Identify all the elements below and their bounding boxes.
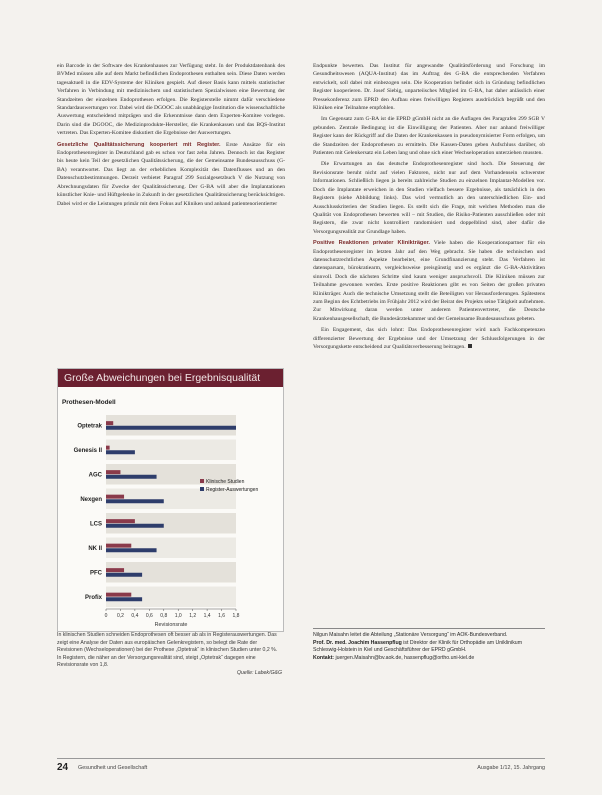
category-label: NK II	[88, 545, 102, 552]
footer-divider	[57, 758, 545, 759]
right-paragraph-5	[313, 326, 545, 351]
left-paragraph-1: ein Barcode in der Software des Krankenhauses zur Verfügung steht. In der Produktdatenbank des BVMed müssen alle auf dem Markt befindlichen Endoprothesen enthalten sein. Diese Daten werden tagesaktuell in die EDV-Systeme der Kliniken gespielt. Auf dieser Basis kann mittels statistischer Verfahren in Verbindung mit medizinischem und statistischem Spezialwissen eine Bewertung der Standzeiten der einzelnen Endoprothesen erfolgen. Die Registerstelle nimmt dafür verschiedene Standardauswertungen vor. Dabei wird die DGOOC als unabhängige Institution die wissenschaftliche Auswertung entscheidend mitprägen und die Erkenntnisse dann dem Experten-Komitee vorlegen. Darin sind die DGOOC, die Medizinprodukte-Hersteller, die Krankenkassen und das BQS-Institut vertreten. Das Experten-Komitee diskutiert die Ergebnisse der Auswertungen.	[57, 63, 285, 137]
bar-register	[106, 524, 164, 528]
x-tick-label: 1,8	[232, 613, 240, 619]
category-label: Genesis II	[73, 447, 102, 454]
legend-swatch	[200, 487, 204, 491]
right-paragraph-4-text: Viele haben die Kooperationspartner für ein Endoprothesenregister im letzten Jahr auf den Weg gebracht. Sie haben die technischen und datenschutzrechtlichen Aspekte bearbeitet, eine Grundfinanzierung steht. Das Verfahren ist datensparsam, bürokratiearm, vergleichsweise preisgünstig und es ergänzt die G-BA-Aktivitäten sinnvoll. Doch die nächsten Schritte sind kaum weniger anspruchsvoll. Die Kliniken müssen zur Teilnahme gewonnen werden. Erste positive Reaktionen gibt es von Seiten der großen privaten Klinikträger. Auch die technische Umsetzung stellt die Beteiligten vor Herausforderungen. Spätestens zum Beginn des Echtbetriebs im Frühjahr 2012 wird der Beirat des Projekts seine Tätigkeit aufnehmen. Zur Mitwirkung daran werden unter anderem Patientenvertreter, die Deutsche Krankenhausgesellschaft, die Bundesärztekammer und der Gemeinsame Bundesausschuss gebeten.	[313, 240, 546, 322]
right-paragraph-4	[313, 239, 545, 323]
bar-studies	[106, 470, 120, 474]
category-band	[106, 513, 236, 534]
right-column	[313, 62, 545, 354]
bar-register	[106, 499, 164, 503]
bar-studies	[106, 593, 131, 597]
x-tick-label: 0	[104, 613, 108, 619]
category-label: AGC	[88, 472, 102, 479]
left-paragraph-2-text: Erste Ansätze für ein Endoprothesenregister in Deutschland gab es schon vor fast zehn Jahren. Dennoch ist das Register bis heute kein Teil der gesetzlichen Qualitätssicherung, die der Gemeinsame Bundesausschuss (G-BA) verantwortet. Das liegt an der erheblichen Komplexität des Datenflusses und an den Datenschutzbestimmungen. Derzeit verbietet Paragraf 299 Sozialgesetzbuch V die Nutzung von Abrechnungsdaten für Zwecke der Qualitätssicherung. Der G-BA will aber die Implantationen künstlicher Knie- und Hüftgelenke in Zukunft in der gesetzlichen Qualitätssicherung berücksichtigen. Dabei wird er die Leistungen primär mit dem Fokus auf Kliniken und anhand patientenorientierter	[57, 141, 285, 207]
author-name: Prof. Dr. med. Joachim Hassenpflug	[313, 639, 402, 646]
category-label: PFC	[90, 570, 102, 577]
bar-studies	[106, 568, 124, 572]
x-tick-label: 0,2	[116, 613, 124, 619]
contact-label: Kontakt:	[313, 654, 335, 661]
chart-box	[57, 368, 284, 632]
category-band	[106, 440, 236, 461]
issue-info: Ausgabe 1/12, 15. Jahrgang	[477, 765, 545, 771]
left-subheading: Gesetzliche Qualitätssicherung kooperiert mit Register.	[57, 141, 221, 148]
bar-studies	[106, 495, 124, 499]
author-box	[313, 628, 545, 662]
bar-register	[106, 573, 142, 577]
author-line-2	[313, 640, 545, 655]
bar-studies	[106, 421, 113, 425]
x-tick-label: 0,4	[131, 613, 139, 619]
caption-text: In klinischen Studien schneiden Endoprothesen oft besser ab als in Registerauswertungen. Das zeigt eine Analyse der Daten aus europäischen Gelenkregistern, so belegt die Rate der Revisionen (Wechseloperationen) bei der Prothese „Optetrak“ in klinischen Studien unter 0,2 %. In Registern, die näher an der Versorgungsrealität sind, steigt „Optetrak“ dagegen eine Revisionsrate von 1,8.	[57, 632, 278, 669]
bar-register	[106, 597, 142, 601]
category-header: Prothesen-Modell	[62, 399, 116, 406]
right-paragraph-2: Im Gegensatz zum G-BA ist die EPRD gGmbH nicht an die Auflagen des Paragrafen 299 SGB V gebunden. Zentrale Bedingung ist die Einwilligung der Patienten. Aber nur anhand freiwilliger Register kann der Rückgriff auf die Daten der Krankenkassen in pseudonymisierter Form erfolgen, um die Standzeiten der Endoprothesen zu ermitteln. Die Kassen-Daten geben Aufschluss darüber, ob Patienten mit Gelenkersatz ein Leben lang und ohne sich einer Wechseloperation unterziehen mussten.	[313, 116, 545, 157]
right-paragraph-5-text: Ein Engagement, das sich lohnt: Das Endoprothesenregister wird nach Fachkompetenzen differenzierter Bewertung der Ergebnisse und der Umsetzung der Schlussfolgerungen in der Versorgungskette entscheidend zur Qualitätsverbesserung beitragen.	[313, 327, 545, 350]
category-band	[106, 587, 236, 608]
x-tick-label: 0,6	[145, 613, 153, 619]
x-tick-label: 1,0	[174, 613, 182, 619]
category-label: Nexgen	[80, 496, 102, 503]
bar-register	[106, 426, 236, 430]
category-label: Optetrak	[77, 423, 102, 430]
right-subheading: Positive Reaktionen privater Klinikträger.	[313, 240, 430, 247]
right-paragraph-1: Endpunkte bewerten. Das Institut für angewandte Qualitätsförderung und Forschung im Gesundheitswesen (AQUA-Institut) das im Auftrag des G-BA die entsprechenden Verfahren entwickelt, soll dabei mit einbezogen sein. Die Kooperation befindet sich in Gründung befindlichen Register kooperieren. Dr. Josef Siebig, unparteiisches Mitglied im G-BA, hat daher anlässlich einer Pressekonferenz zum EPRD den Aufbau eines freiwilligen Registers ausdrücklich begrüßt und den Kliniken eine Teilnahme empfohlen.	[313, 63, 545, 112]
x-tick-label: 1,6	[218, 613, 226, 619]
contact-emails: juergen.Maisahn@bv.aok.de, hassenpflug@ortho.uni-kiel.de	[334, 654, 475, 661]
category-band	[106, 562, 236, 583]
category-label: Profix	[84, 594, 102, 601]
legend-swatch	[200, 479, 204, 483]
author-line-2-text: ist Direktor der Klinik für Orthopädie am Uniklinikum Schleswig-Holstein in Kiel und Geschäftsführer der EPRD gGmbH.	[313, 639, 523, 654]
x-tick-label: 0,8	[160, 613, 168, 619]
magazine-name: Gesundheit und Gesellschaft	[78, 765, 148, 771]
bar-register	[106, 450, 135, 454]
right-paragraph-3: Die Erwartungen an das deutsche Endoprothesenregister sind hoch. Die Steuerung der Revisionsrate beruht nicht auf vielen Faktoren, nicht nur auf dem Vorhandensein schwerster Informationen. Schließlich liegen ja bereits zahlreiche Studien zu einzelnen Implantat-Modellen vor. Doch die Implantate erweichen in den Studien vielfach bessere Ergebnisse, als tatsächlich in den Registern (siehe Abbildung links). Das wird vermutlich an den unterschiedlichen Ein- und Ausschlusskriterien der Studien liegen. Es stellt sich die Frage, mit welchen Methoden man die Qualität von Endoprothesen bewerten will – mit Studien, die Risiko-Patienten ausschließen oder mit Registern, die zwar nicht kontrolliert randomisiert und doppelblind sind, aber dafür die Versorgungsrealität zur Grundlage haben.	[313, 161, 545, 235]
bar-register	[106, 548, 157, 552]
bar-studies	[106, 519, 135, 523]
category-band	[106, 415, 236, 436]
left-column	[57, 62, 285, 211]
legend-label: Klinische Studien	[206, 479, 245, 485]
caption-source: Quelle: Labek/G&G	[237, 669, 282, 676]
author-contact	[313, 655, 545, 663]
bar-studies	[106, 446, 110, 450]
x-tick-label: 1,4	[203, 613, 211, 619]
x-axis-label: Revisionsrate	[154, 622, 188, 628]
author-line-1: Nilgun Maisahn leitet die Abteilung „Stationäre Versorgung“ im AOK-Bundesverband.	[313, 632, 508, 638]
chart-caption	[57, 632, 282, 678]
bar-register	[106, 475, 157, 479]
x-tick-label: 1,2	[189, 613, 197, 619]
bar-chart	[58, 387, 283, 631]
bar-studies	[106, 544, 131, 548]
category-label: LCS	[90, 521, 102, 528]
end-mark-icon	[468, 344, 472, 348]
chart-title: Große Abweichungen bei Ergebnisqualität	[58, 369, 283, 387]
left-paragraph-2	[57, 141, 285, 208]
legend-label: Register-Auswertungen	[206, 487, 259, 493]
category-band	[106, 538, 236, 559]
page-number: 24	[57, 762, 69, 773]
